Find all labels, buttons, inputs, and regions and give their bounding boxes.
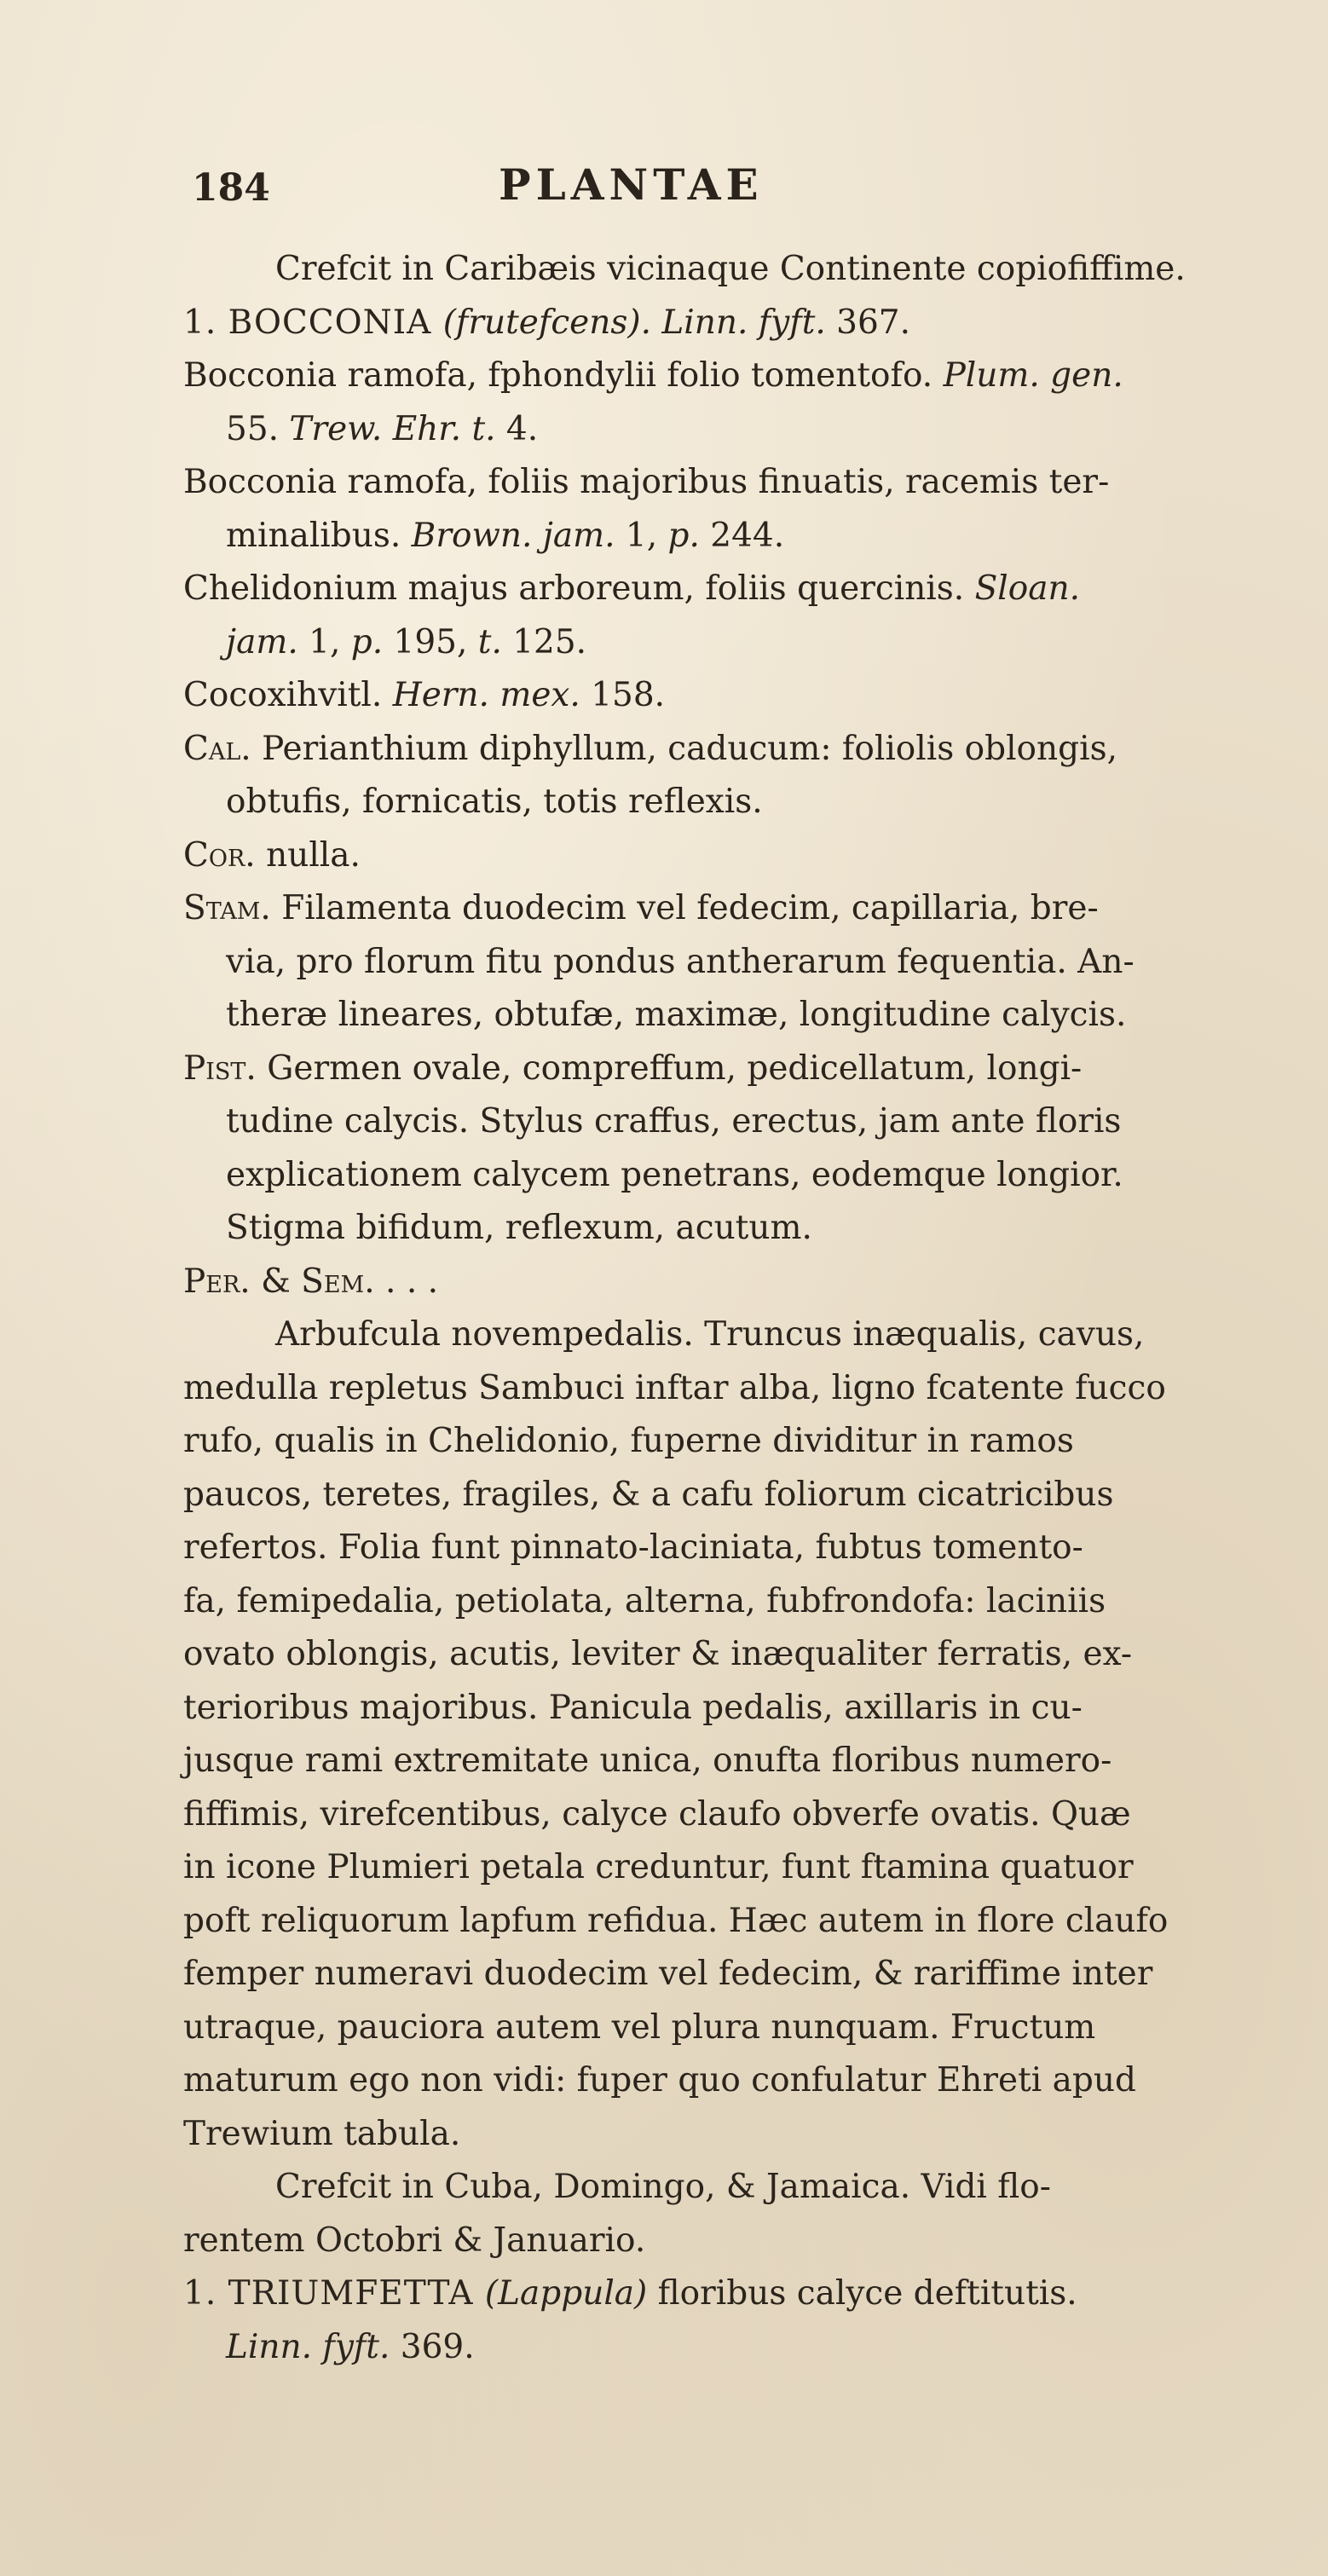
text-segment: 367. — [825, 303, 910, 342]
text-line — [183, 1788, 1317, 1842]
text-segment: t. — [477, 622, 502, 661]
text-segment: Linn. fyft. — [661, 303, 826, 342]
text-line — [183, 2001, 1317, 2055]
text-segment: fa, femipedalia, petiolata, alterna, fubfrondofa: laciniis — [183, 1581, 1106, 1620]
text-segment: Trewium tabula. — [183, 2114, 461, 2153]
text-segment: . . . — [374, 1262, 439, 1301]
text-line — [183, 829, 1317, 883]
text-line — [183, 1469, 1317, 1522]
text-line — [183, 1895, 1317, 1949]
text-segment: ovato oblongis, acutis, leviter & inæqualiter ferratis, ex- — [183, 1635, 1133, 1673]
text-segment: via, pro florum fitu pondus antherarum fequentia. An- — [226, 942, 1135, 981]
text-segment: Cocoxihvitl. — [183, 676, 393, 714]
text-segment: terioribus majoribus. Panicula pedalis, axillaris in cu- — [183, 1688, 1083, 1727]
page-header — [183, 159, 1317, 243]
text-line — [183, 1735, 1317, 1788]
text-segment: Filamenta duodecim vel fedecim, capillaria, bre- — [270, 889, 1099, 927]
text-segment: 158. — [580, 676, 666, 714]
text-segment: Crefcit in Cuba, Domingo, & Jamaica. Vidi flo- — [275, 2168, 1051, 2206]
text-line — [183, 1202, 1317, 1256]
text-segment: Germen ovale, compreffum, pedicellatum, longi- — [256, 1048, 1083, 1088]
text-line — [183, 403, 1317, 457]
text-segment: Per. & Sem. — [183, 1262, 375, 1301]
text-segment: 244. — [699, 516, 785, 555]
text-line — [183, 669, 1317, 723]
text-segment: Stigma bifidum, reflexum, acutum. — [226, 1209, 812, 1247]
text-segment: Perianthium diphyllum, caducum: foliolis oblongis, — [251, 729, 1117, 768]
text-line — [183, 989, 1317, 1043]
text-segment: Bocconia ramofa, foliis majoribus finuatis, racemis ter- — [183, 463, 1110, 501]
text-line — [183, 563, 1317, 616]
text-line — [183, 1841, 1317, 1895]
text-segment: p. — [350, 622, 384, 661]
text-segment: (frutefcens). — [442, 303, 651, 342]
text-line — [183, 297, 1317, 350]
text-segment: (Lappula) — [484, 2274, 648, 2313]
text-line — [183, 1095, 1317, 1149]
text-segment: Chelidonium majus arboreum, foliis quercinis. — [183, 569, 975, 608]
text-line — [183, 243, 1317, 297]
text-segment: Plum. gen. — [943, 356, 1123, 395]
text-segment: nulla. — [255, 835, 361, 875]
text-line — [183, 2321, 1317, 2375]
text-segment: Sloan. — [974, 569, 1081, 608]
text-segment: in icone Plumieri petala creduntur, funt ftamina quatuor — [183, 1848, 1134, 1886]
text-segment: 4. — [495, 409, 539, 448]
text-line — [183, 1575, 1317, 1629]
text-line — [183, 2215, 1317, 2268]
text-segment: Hern. mex. — [392, 676, 580, 714]
text-segment: floribus calyce deftitutis. — [647, 2274, 1077, 2313]
text-segment: Linn. fyft. — [226, 2327, 390, 2366]
text-segment: 369. — [390, 2327, 475, 2366]
text-line — [183, 936, 1317, 990]
text-line — [183, 456, 1317, 510]
text-segment: Arbufcula novempedalis. Truncus inæqualis, cavus, — [275, 1315, 1145, 1354]
page-text-block — [183, 159, 1317, 2374]
text-line — [183, 1522, 1317, 1575]
text-segment: jusque rami extremitate unica, onufta floribus numero- — [183, 1741, 1112, 1780]
text-line — [183, 1256, 1317, 1309]
body-text — [183, 243, 1317, 2374]
text-segment: jam. — [226, 622, 298, 661]
text-segment: poft reliquorum lapfum refidua. Hæc autem in flore claufo — [183, 1901, 1169, 1940]
text-line — [183, 1362, 1317, 1416]
text-line — [183, 1682, 1317, 1736]
text-segment: 55. — [226, 409, 290, 448]
text-segment: Pist. — [183, 1048, 257, 1088]
text-line — [183, 882, 1317, 936]
text-segment: refertos. Folia funt pinnato-laciniata, fubtus tomento- — [183, 1528, 1083, 1567]
text-line — [183, 2108, 1317, 2162]
text-segment: Bocconia ramofa, fphondylii folio tomentofo. — [183, 356, 944, 395]
text-segment: Stam. — [183, 889, 271, 927]
running-title: PLANTAE — [499, 159, 764, 210]
text-line — [183, 1043, 1317, 1096]
text-segment: femper numeravi duodecim vel fedecim, & rariffime inter — [183, 1955, 1153, 1993]
page-number: 184 — [192, 166, 270, 210]
text-segment: fiffimis, virefcentibus, calyce claufo obverfe ovatis. Quæ — [183, 1794, 1131, 1834]
text-segment: tudine calycis. Stylus craffus, erectus, jam ante floris — [226, 1102, 1122, 1141]
text-segment — [651, 303, 661, 342]
text-segment: 195, — [383, 622, 478, 661]
text-segment: minalibus. — [226, 516, 412, 555]
text-segment: Brown. jam. — [411, 516, 615, 555]
text-segment: rufo, qualis in Chelidonio, fuperne dividitur in ramos — [183, 1422, 1074, 1460]
text-line — [183, 776, 1317, 829]
text-line — [183, 510, 1317, 563]
text-segment: 1. TRIUMFETTA — [183, 2274, 485, 2313]
text-segment: theræ lineares, obtufæ, maximæ, longitudine calycis. — [226, 996, 1127, 1034]
text-segment: paucos, teretes, fragiles, & a cafu foliorum cicatricibus — [183, 1475, 1114, 1514]
text-line — [183, 1149, 1317, 1203]
text-segment: medulla repletus Sambuci inftar alba, ligno fcatente fucco — [183, 1368, 1166, 1407]
text-segment: 1. BOCCONIA — [183, 303, 443, 342]
text-segment: explicationem calycem penetrans, eodemque longior. — [226, 1155, 1123, 1194]
text-line — [183, 723, 1317, 777]
text-line — [183, 1948, 1317, 2001]
text-line — [183, 2267, 1317, 2321]
text-line — [183, 1628, 1317, 1682]
text-segment: Crefcit in Caribæis vicinaque Continente copiofiffime. — [275, 250, 1186, 288]
text-segment: Cor. — [183, 835, 256, 875]
text-segment: maturum ego non vidi: fuper quo confulatur Ehreti apud — [183, 2061, 1136, 2099]
text-line — [183, 2161, 1317, 2215]
text-segment: 1, — [615, 516, 668, 555]
text-segment: rentem Octobri & Januario. — [183, 2221, 646, 2260]
text-segment: Cal. — [183, 729, 251, 768]
text-line — [183, 349, 1317, 403]
text-line — [183, 1308, 1317, 1362]
text-segment: utraque, pauciora autem vel plura nunquam. Fructum — [183, 2007, 1096, 2047]
text-segment: Trew. Ehr. t. — [289, 409, 496, 448]
text-segment: p. — [667, 516, 700, 555]
text-segment: obtufis, fornicatis, totis reflexis. — [226, 783, 763, 821]
text-line — [183, 2054, 1317, 2108]
text-line — [183, 1415, 1317, 1469]
text-segment: 1, — [297, 622, 351, 661]
text-line — [183, 616, 1317, 670]
text-segment: 125. — [501, 622, 587, 661]
